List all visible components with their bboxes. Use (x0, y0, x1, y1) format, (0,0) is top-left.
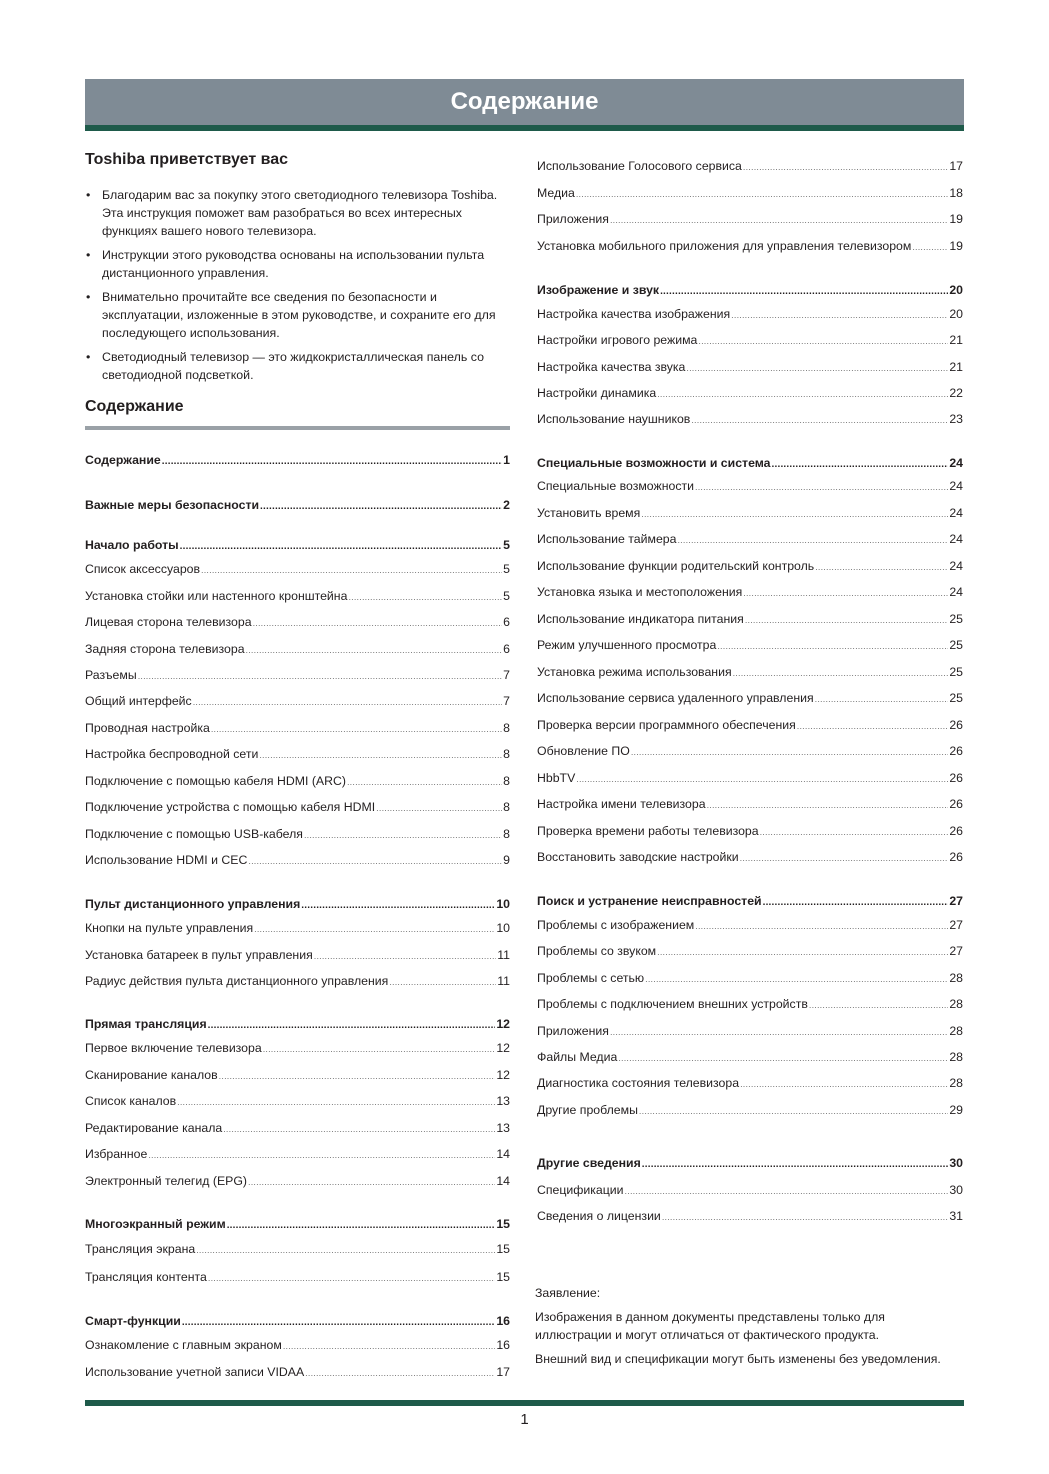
toc-entry-page: 20 (949, 307, 963, 321)
toc-dot-leader (686, 359, 948, 377)
toc-dot-leader (733, 664, 949, 682)
toc-entry[interactable] (537, 1207, 963, 1225)
toc-entry-label: Трансляция контента (85, 1270, 207, 1284)
toc-entry[interactable] (537, 530, 963, 548)
toc-section-entry[interactable] (85, 1312, 510, 1330)
toc-entry-label: Проводная настройка (85, 721, 210, 735)
toc-dot-leader (389, 973, 496, 991)
toc-dot-leader (912, 238, 948, 256)
statement-text: Изображения в данном документы представлены только для иллюстрации и могут отличаться от фактического продукта. (535, 1310, 885, 1342)
toc-entry[interactable] (537, 384, 963, 402)
toc-entry[interactable] (537, 504, 963, 522)
toc-entry-label: Другие проблемы (537, 1103, 638, 1117)
toc-entry-page: 13 (496, 1121, 510, 1135)
toc-entry[interactable] (537, 663, 963, 681)
toc-entry[interactable] (85, 719, 510, 737)
toc-entry[interactable] (537, 795, 963, 813)
toc-entry-label: Установка языка и местоположения (537, 585, 743, 599)
toc-dot-leader (743, 584, 948, 602)
toc-section-entry[interactable] (85, 496, 510, 514)
toc-dot-leader (208, 1269, 495, 1287)
toc-entry-page: 6 (503, 642, 510, 656)
toc-entry-page: 5 (503, 538, 510, 552)
toc-dot-leader (177, 1093, 495, 1111)
toc-entry-page: 19 (949, 239, 963, 253)
toc-entry[interactable] (85, 560, 510, 578)
toc-entry-page: 5 (503, 589, 510, 603)
toc-dot-leader (677, 531, 948, 549)
toc-entry-page: 15 (496, 1242, 510, 1256)
toc-dot-leader (731, 306, 948, 324)
toc-dot-leader (193, 693, 502, 711)
toc-entry-page: 25 (949, 612, 963, 626)
banner-underline (85, 125, 964, 131)
toc-dot-leader (211, 720, 502, 738)
toc-entry-page: 25 (949, 691, 963, 705)
toc-entry-page: 24 (949, 479, 963, 493)
toc-entry[interactable] (85, 666, 510, 684)
toc-entry-page: 26 (949, 824, 963, 838)
toc-section-entry[interactable] (85, 895, 510, 913)
toc-entry-label: Проблемы с сетью (537, 971, 645, 985)
toc-entry-page: 31 (949, 1209, 963, 1223)
toc-entry[interactable] (537, 331, 963, 349)
toc-entry[interactable] (85, 772, 510, 790)
toc-entry-label: Трансляция экрана (85, 1242, 196, 1256)
toc-entry-page: 15 (496, 1217, 510, 1231)
toc-entry[interactable] (85, 692, 510, 710)
toc-entry-page: 8 (503, 774, 510, 788)
toc-section-entry[interactable] (85, 1015, 510, 1033)
contents-heading: Содержание (85, 398, 184, 415)
toc-entry-page: 12 (496, 1017, 510, 1031)
toc-dot-leader (248, 1173, 495, 1191)
toc-entry-label: Специальные возможности (537, 479, 694, 493)
toc-entry-label: Использование наушников (537, 412, 691, 426)
toc-entry-label: Многоэкранный режим (85, 1217, 226, 1231)
toc-entry-page: 2 (503, 498, 510, 512)
toc-entry-page: 8 (503, 800, 510, 814)
toc-dot-leader (610, 1023, 948, 1041)
toc-entry-page: 14 (496, 1147, 510, 1161)
toc-entry-page: 21 (949, 333, 963, 347)
toc-entry-page: 7 (503, 694, 510, 708)
toc-entry-page: 15 (496, 1270, 510, 1284)
toc-section-entry[interactable] (85, 451, 510, 469)
toc-entry-label: Проверка версии программного обеспечения (537, 718, 796, 732)
toc-dot-leader (305, 1364, 495, 1382)
toc-dot-leader (645, 970, 948, 988)
toc-dot-leader (641, 505, 948, 523)
toc-entry-label: Использование функции родительский контроль (537, 559, 815, 573)
toc-dot-leader (301, 897, 495, 915)
toc-entry-label: Редактирование канала (85, 1121, 223, 1135)
toc-entry-label: Настройка качества звука (537, 360, 686, 374)
toc-dot-leader (201, 561, 502, 579)
toc-entry[interactable] (537, 1048, 963, 1066)
welcome-bullet: • Светодиодный телевизор — это жидкокристаллическая панель со светодиодной подсветкой. (85, 348, 510, 384)
toc-section-entry[interactable] (85, 1215, 510, 1233)
toc-entry-page: 24 (949, 456, 963, 470)
toc-entry-page: 19 (949, 212, 963, 226)
toc-entry[interactable] (85, 851, 510, 869)
toc-dot-leader (162, 453, 502, 471)
toc-dot-leader (180, 538, 503, 556)
toc-entry-label: Начало работы (85, 538, 179, 552)
toc-dot-leader (576, 185, 948, 203)
toc-entry-label: Прямая трансляция (85, 1017, 207, 1031)
toc-dot-leader (745, 611, 948, 629)
toc-entry-label: Спецификации (537, 1183, 624, 1197)
toc-entry-page: 7 (503, 668, 510, 682)
toc-entry-label: Список аксессуаров (85, 562, 201, 576)
toc-entry[interactable] (85, 1336, 510, 1354)
toc-dot-leader (182, 1314, 495, 1332)
toc-dot-leader (253, 614, 503, 632)
toc-entry[interactable] (85, 1145, 510, 1163)
toc-entry-page: 24 (949, 559, 963, 573)
toc-entry[interactable] (85, 825, 510, 843)
toc-dot-leader (254, 920, 495, 938)
toc-dot-leader (618, 1049, 948, 1067)
toc-entry[interactable] (537, 610, 963, 628)
toc-entry-label: Смарт-функции (85, 1314, 181, 1328)
toc-entry-label: Использование HDMI и CEC (85, 853, 248, 867)
toc-entry[interactable] (85, 946, 510, 964)
toc-entry-label: Медиа (537, 186, 575, 200)
toc-entry-page: 10 (496, 921, 510, 935)
toc-entry-page: 12 (496, 1041, 510, 1055)
toc-entry-label: Приложения (537, 1024, 609, 1038)
toc-entry[interactable] (537, 184, 963, 202)
toc-entry-page: 13 (496, 1094, 510, 1108)
toc-entry[interactable] (85, 1092, 510, 1110)
toc-entry-label: Режим улучшенного просмотра (537, 638, 717, 652)
toc-dot-leader (625, 1182, 949, 1200)
toc-entry[interactable] (537, 742, 963, 760)
toc-entry-page: 28 (949, 1076, 963, 1090)
toc-section-entry[interactable] (537, 281, 963, 299)
toc-entry-page: 28 (949, 971, 963, 985)
toc-entry-label: Проверка времени работы телевизора (537, 824, 759, 838)
toc-entry-label: Использование таймера (537, 532, 677, 546)
toc-entry-page: 26 (949, 771, 963, 785)
toc-entry-page: 5 (503, 562, 510, 576)
page-number: 1 (520, 1411, 529, 1428)
toc-entry-page: 18 (949, 186, 963, 200)
toc-dot-leader (695, 478, 948, 496)
contents-divider (85, 426, 510, 430)
toc-entry-page: 27 (949, 944, 963, 958)
toc-entry-label: Диагностика состояния телевизора (537, 1076, 740, 1090)
toc-section-entry[interactable] (537, 892, 963, 910)
toc-entry-label: Установка батареек в пульт управления (85, 948, 313, 962)
toc-entry-page: 28 (949, 1050, 963, 1064)
toc-dot-leader (707, 796, 949, 814)
toc-entry[interactable] (537, 157, 963, 175)
toc-dot-leader (763, 894, 949, 912)
toc-dot-leader (263, 1040, 496, 1058)
toc-dot-leader (248, 852, 502, 870)
toc-entry[interactable] (85, 1268, 510, 1286)
toc-dot-leader (223, 1120, 495, 1138)
toc-entry[interactable] (537, 1181, 963, 1199)
toc-entry-page: 30 (949, 1183, 963, 1197)
toc-dot-leader (695, 917, 948, 935)
toc-entry-label: Лицевая сторона телевизора (85, 615, 252, 629)
toc-entry-label: Проблемы со звуком (537, 944, 657, 958)
toc-dot-leader (208, 1017, 496, 1035)
toc-dot-leader (219, 1067, 496, 1085)
toc-dot-leader (631, 743, 948, 761)
toc-entry[interactable] (537, 583, 963, 601)
toc-entry-label: Список каналов (85, 1094, 177, 1108)
toc-entry-label: Установка стойки или настенного кронштейна (85, 589, 348, 603)
toc-entry-page: 25 (949, 638, 963, 652)
toc-entry-label: Приложения (537, 212, 609, 226)
toc-entry-page: 28 (949, 997, 963, 1011)
toc-entry[interactable] (537, 636, 963, 654)
toc-entry[interactable] (85, 640, 510, 658)
toc-dot-leader (283, 1337, 495, 1355)
toc-entry-label: Общий интерфейс (85, 694, 192, 708)
toc-entry-label: Настройки динамика (537, 386, 657, 400)
toc-entry-page: 21 (949, 360, 963, 374)
toc-entry-label: Содержание (85, 453, 161, 467)
toc-entry-page: 20 (949, 283, 963, 297)
toc-entry[interactable] (537, 995, 963, 1013)
toc-entry-label: Настройка имени телевизора (537, 797, 706, 811)
toc-entry-label: Сканирование каналов (85, 1068, 218, 1082)
toc-dot-leader (314, 947, 496, 965)
toc-entry-label: Использование Голосового сервиса (537, 159, 742, 173)
toc-dot-leader (698, 332, 948, 350)
toc-entry-page: 23 (949, 412, 963, 426)
toc-entry-label: Установить время (537, 506, 641, 520)
toc-entry[interactable] (85, 972, 510, 990)
toc-entry[interactable] (85, 798, 510, 816)
toc-entry-page: 8 (503, 747, 510, 761)
toc-entry[interactable] (537, 477, 963, 495)
toc-entry-page: 17 (949, 159, 963, 173)
toc-dot-leader (740, 1075, 948, 1093)
welcome-bullet: • Инструкции этого руководства основаны на использовании пульта дистанционного управления. (85, 246, 510, 282)
toc-dot-leader (809, 996, 948, 1014)
toc-entry[interactable] (85, 1119, 510, 1137)
toc-dot-leader (639, 1102, 948, 1120)
toc-dot-leader (227, 1217, 496, 1235)
toc-entry[interactable] (537, 848, 963, 866)
toc-entry-page: 11 (497, 948, 510, 962)
toc-entry-label: Другие сведения (537, 1156, 641, 1170)
toc-entry-label: Подключение устройства с помощью кабеля HDMI (85, 800, 376, 814)
toc-entry-label: Пульт дистанционного управления (85, 897, 301, 911)
toc-dot-leader (259, 746, 502, 764)
toc-entry-label: Настройка беспроводной сети (85, 747, 259, 761)
toc-entry-label: Специальные возможности и система (537, 456, 771, 470)
toc-entry[interactable] (537, 689, 963, 707)
toc-dot-leader (760, 823, 949, 841)
toc-entry[interactable] (85, 1363, 510, 1381)
toc-dot-leader (610, 211, 948, 229)
toc-entry[interactable] (537, 716, 963, 734)
toc-dot-leader (740, 849, 949, 867)
toc-entry[interactable] (537, 822, 963, 840)
toc-entry-label: Подключение с помощью USB-кабеля (85, 827, 303, 841)
page-title-banner: Содержание (85, 79, 964, 125)
toc-dot-leader (246, 641, 503, 659)
toc-entry-page: 6 (503, 615, 510, 629)
toc-entry[interactable] (537, 769, 963, 787)
toc-entry-label: Ознакомление с главным экраном (85, 1338, 282, 1352)
toc-entry-label: Настройки игрового режима (537, 333, 698, 347)
toc-entry-page: 24 (949, 506, 963, 520)
toc-entry-label: Электронный телегид (EPG) (85, 1174, 248, 1188)
toc-entry-page: 25 (949, 665, 963, 679)
toc-entry[interactable] (85, 1240, 510, 1258)
toc-dot-leader (657, 943, 948, 961)
toc-section-entry[interactable] (537, 454, 963, 472)
toc-dot-leader (743, 158, 948, 176)
toc-entry-label: Проблемы с изображением (537, 918, 695, 932)
toc-entry-label: Восстановить заводские настройки (537, 850, 739, 864)
toc-entry[interactable] (537, 358, 963, 376)
welcome-heading: Toshiba приветствует вас (85, 151, 289, 168)
welcome-bullet: • Внимательно прочитайте все сведения по безопасности и эксплуатации, изложенные в этом руководстве, и сохраните его для последующего использования. (85, 288, 510, 342)
toc-entry[interactable] (537, 1101, 963, 1119)
toc-entry-page: 26 (949, 718, 963, 732)
toc-entry[interactable] (85, 1172, 510, 1190)
toc-entry-label: Установка режима использования (537, 665, 732, 679)
toc-dot-leader (138, 667, 502, 685)
toc-entry[interactable] (537, 410, 963, 428)
toc-entry-page: 8 (503, 827, 510, 841)
toc-entry-page: 11 (497, 974, 510, 988)
statement-text: Внешний вид и спецификации могут быть изменены без уведомления. (535, 1352, 941, 1366)
toc-dot-leader (304, 826, 502, 844)
toc-dot-leader (347, 773, 502, 791)
toc-dot-leader (148, 1146, 495, 1164)
toc-entry-page: 26 (949, 797, 963, 811)
toc-dot-leader (376, 799, 502, 817)
toc-entry-label: Подключение с помощью кабеля HDMI (ARC) (85, 774, 346, 788)
toc-entry[interactable] (85, 745, 510, 763)
welcome-bullet-list (85, 186, 510, 390)
footer-rule (85, 1400, 964, 1406)
toc-dot-leader (196, 1241, 495, 1259)
toc-entry[interactable] (85, 613, 510, 631)
toc-entry-page: 14 (496, 1174, 510, 1188)
toc-entry[interactable] (537, 210, 963, 228)
toc-dot-leader (717, 637, 948, 655)
toc-entry-page: 9 (503, 853, 510, 867)
toc-dot-leader (260, 498, 502, 516)
toc-entry-page: 28 (949, 1024, 963, 1038)
toc-entry-page: 26 (949, 744, 963, 758)
toc-entry-page: 27 (949, 894, 963, 908)
toc-section-entry[interactable] (537, 1154, 963, 1172)
toc-dot-leader (797, 717, 949, 735)
toc-entry-label: Настройка качества изображения (537, 307, 731, 321)
statement-heading: Заявление: (535, 1286, 601, 1300)
welcome-bullet: • Благодарим вас за покупку этого светодиодного телевизора Toshiba. Эта инструкция поможет вам разобраться во всех интересных функциях вашего нового телевизора. (85, 186, 510, 240)
toc-dot-leader (348, 588, 502, 606)
toc-dot-leader (642, 1156, 949, 1174)
toc-entry-label: Использование индикатора питания (537, 612, 744, 626)
toc-entry-page: 16 (496, 1338, 510, 1352)
toc-entry[interactable] (85, 587, 510, 605)
toc-entry[interactable] (537, 916, 963, 934)
toc-entry-page: 12 (496, 1068, 510, 1082)
toc-entry[interactable] (537, 1074, 963, 1092)
toc-entry-label: Избранное (85, 1147, 148, 1161)
toc-dot-leader (772, 456, 949, 474)
toc-dot-leader (662, 1208, 949, 1226)
toc-entry[interactable] (537, 942, 963, 960)
toc-entry[interactable] (85, 1039, 510, 1057)
toc-entry-page: 24 (949, 585, 963, 599)
toc-entry[interactable] (537, 237, 963, 255)
toc-entry-label: Сведения о лицензии (537, 1209, 661, 1223)
toc-entry-label: Изображение и звук (537, 283, 660, 297)
toc-entry-page: 10 (496, 897, 510, 911)
toc-entry-page: 8 (503, 721, 510, 735)
toc-entry-page: 16 (496, 1314, 510, 1328)
toc-dot-leader (815, 558, 948, 576)
toc-dot-leader (576, 770, 948, 788)
toc-entry-label: Обновление ПО (537, 744, 630, 758)
toc-entry-label: Использование сервиса удаленного управления (537, 691, 814, 705)
toc-entry-label: Радиус действия пульта дистанционного управления (85, 974, 389, 988)
toc-entry-page: 27 (949, 918, 963, 932)
toc-entry-page: 30 (949, 1156, 963, 1170)
toc-entry-page: 22 (949, 386, 963, 400)
toc-entry-label: Установка мобильного приложения для управления телевизором (537, 239, 912, 253)
toc-entry-page: 29 (949, 1103, 963, 1117)
toc-dot-leader (691, 411, 948, 429)
toc-entry-label: Кнопки на пульте управления (85, 921, 254, 935)
toc-entry-label: Разъемы (85, 668, 137, 682)
toc-entry-label: Задняя сторона телевизора (85, 642, 245, 656)
toc-entry[interactable] (85, 1066, 510, 1084)
toc-dot-leader (657, 385, 948, 403)
toc-entry-label: Использование учетной записи VIDAA (85, 1365, 305, 1379)
toc-entry-label: Проблемы с подключением внешних устройств (537, 997, 808, 1011)
toc-entry-label: Первое включение телевизора (85, 1041, 262, 1055)
toc-entry-page: 24 (949, 532, 963, 546)
toc-entry[interactable] (85, 919, 510, 937)
toc-entry-label: Поиск и устранение неисправностей (537, 894, 762, 908)
toc-section-entry[interactable] (85, 536, 510, 554)
toc-entry-page: 26 (949, 850, 963, 864)
toc-dot-leader (815, 690, 949, 708)
toc-entry-label: Важные меры безопасности (85, 498, 260, 512)
toc-entry[interactable] (537, 969, 963, 987)
toc-entry-page: 17 (496, 1365, 510, 1379)
toc-entry[interactable] (537, 557, 963, 575)
toc-entry[interactable] (537, 305, 963, 323)
toc-entry[interactable] (537, 1022, 963, 1040)
toc-dot-leader (660, 283, 948, 301)
toc-entry-page: 1 (503, 453, 510, 467)
toc-entry-label: Файлы Медиа (537, 1050, 618, 1064)
toc-entry-label: HbbTV (537, 771, 576, 785)
